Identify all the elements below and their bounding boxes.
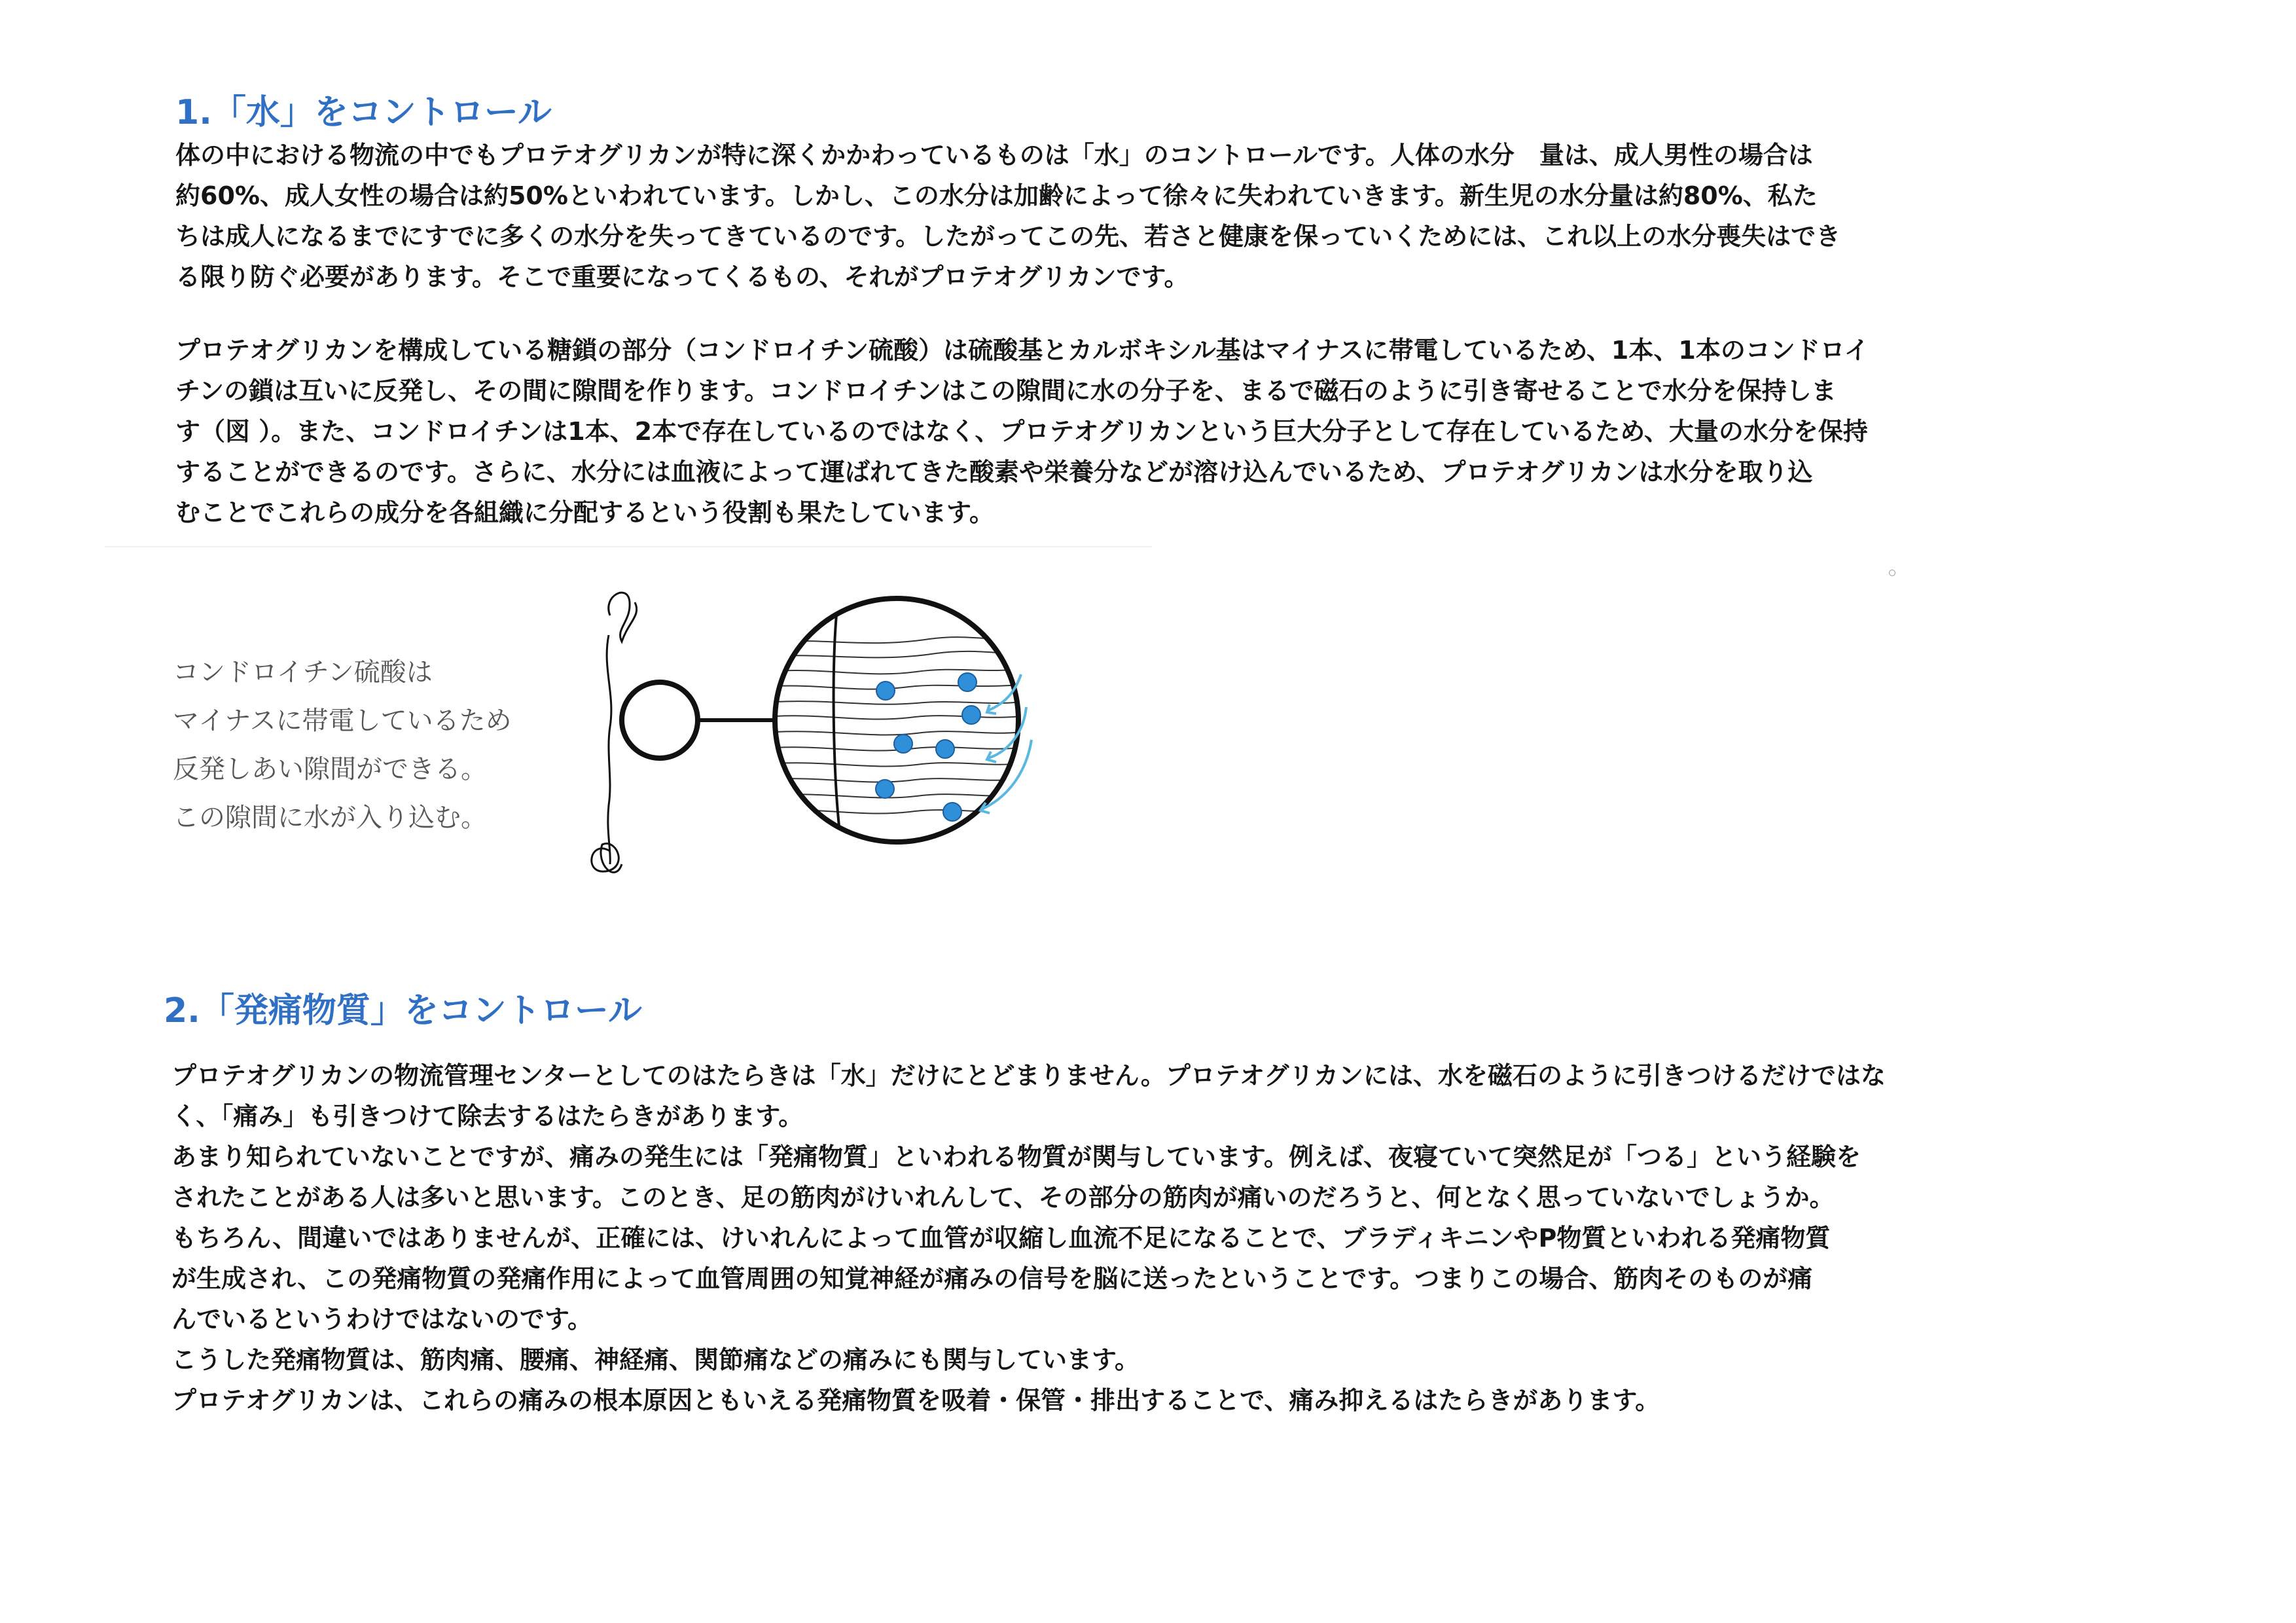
text-line: もちろん、間違いではありませんが、正確には、けいれんによって血管が収縮し血流不足になることで、ブラディキニンやP物質といわれる発痛物質 [171,1224,1831,1252]
water-molecule [876,780,894,798]
text-line: 体の中における物流の中でもプロテオグリカンが特に深くかかわっているものは「水」のコントロールです。人体の水分 量は、成人男性の場合は [175,141,1813,170]
strand-curl-top [609,593,637,642]
text-line: く、「痛み」も引きつけて除去するはたらきがあります。 [171,1102,804,1131]
text-line: んでいるというわけではないのです。 [171,1305,592,1334]
water-molecule [936,740,954,758]
text-line: 約60%、成人女性の場合は約50%といわれています。しかし、この水分は加齢によって徐々に失われていきます。新生児の水分量は約80%、私た [175,181,1818,210]
text-line: こうした発痛物質は、筋肉痛、腰痛、神経痛、関節痛などの痛みにも関与しています。 [171,1345,1139,1374]
text-line: ちは成人になるまでにすでに多くの水分を失ってきているのです。したがってこの先、若さと健康を保っていくためには、これ以上の水分喪失はでき [175,222,1841,251]
section2-paragraph [171,1055,1886,1421]
text-line: むことでこれらの成分を各組織に分配するという役割も果たしています。 [175,498,994,527]
text-line: プロテオグリカンは、これらの痛みの根本原因ともいえる発痛物質を吸着・保管・排出することで、痛み抑えるはたらきがあります。 [171,1386,1660,1415]
water-molecule [958,673,977,691]
caption-line: この隙間に水が入り込む。 [173,803,487,833]
water-molecule [876,682,895,700]
text-line: す（図 ）。また、コンドロイチンは1本、2本で存在しているのではなく、プロテオグリカンという巨大分子として存在しているため、大量の水分を保持 [175,417,1868,446]
text-line: あまり知られていないことですが、痛みの発生には「発痛物質」といわれる物質が関与しています。例えば、夜寝ていて突然足が「つる」という経験を [171,1142,1861,1171]
section1-paragraph1 [175,135,1840,297]
chondroitin-illustration [563,576,1139,890]
text-line: る限り防ぐ必要があります。そこで重要になってくるもの、それがプロテオグリカンです。 [175,263,1189,291]
chondroitin-figure [563,576,1139,893]
strand-curl-bottom [592,843,622,872]
scan-speck [1889,570,1895,576]
water-molecule [943,803,961,821]
text-line: が生成され、この発痛物質の発痛作用によって血管周囲の知覚神経が痛みの信号を脳に送ったということです。つまりこの場合、筋肉そのものが痛 [171,1264,1813,1293]
figure-caption [173,648,512,842]
water-molecule [894,735,912,753]
scan-artifact-line [105,546,1152,547]
text-line: することができるのです。さらに、水分には血液によって運ばれてきた酸素や栄養分などが溶け込んでいるため、プロテオグリカンは水分を取り込 [175,458,1813,486]
text-line: プロテオグリカンの物流管理センターとしてのはたらきは「水」だけにとどまりません。プロテオグリカンには、水を磁石のように引きつけるだけではな [171,1061,1886,1090]
section2-heading: 2.「発痛物質」をコントロール [164,991,642,1030]
text-line: プロテオグリカンを構成している糖鎖の部分（コンドロイチン硫酸）は硫酸基とカルボキシル基はマイナスに帯電しているため、1本、1本のコンドロイ [175,336,1869,365]
caption-line: 反発しあい隙間ができる。 [173,754,487,784]
caption-line: マイナスに帯電しているため [173,706,512,736]
backbone-strand [607,635,611,864]
text-line: されたことがある人は多いと思います。このとき、足の筋肉がけいれんして、その部分の筋肉が痛いのだろうと、何となく思っていないでしょうか。 [171,1183,1835,1212]
section1-heading: 1.「水」をコントロール [175,93,552,132]
text-line: チンの鎖は互いに反発し、その間に隙間を作ります。コンドロイチンはこの隙間に水の分子を、まるで磁石のように引き寄せることで水分を保持しま [175,376,1837,405]
caption-line: コンドロイチン硫酸は [173,657,433,687]
water-molecule [962,706,980,724]
small-circle [622,682,698,758]
section1-paragraph2 [175,330,1869,533]
